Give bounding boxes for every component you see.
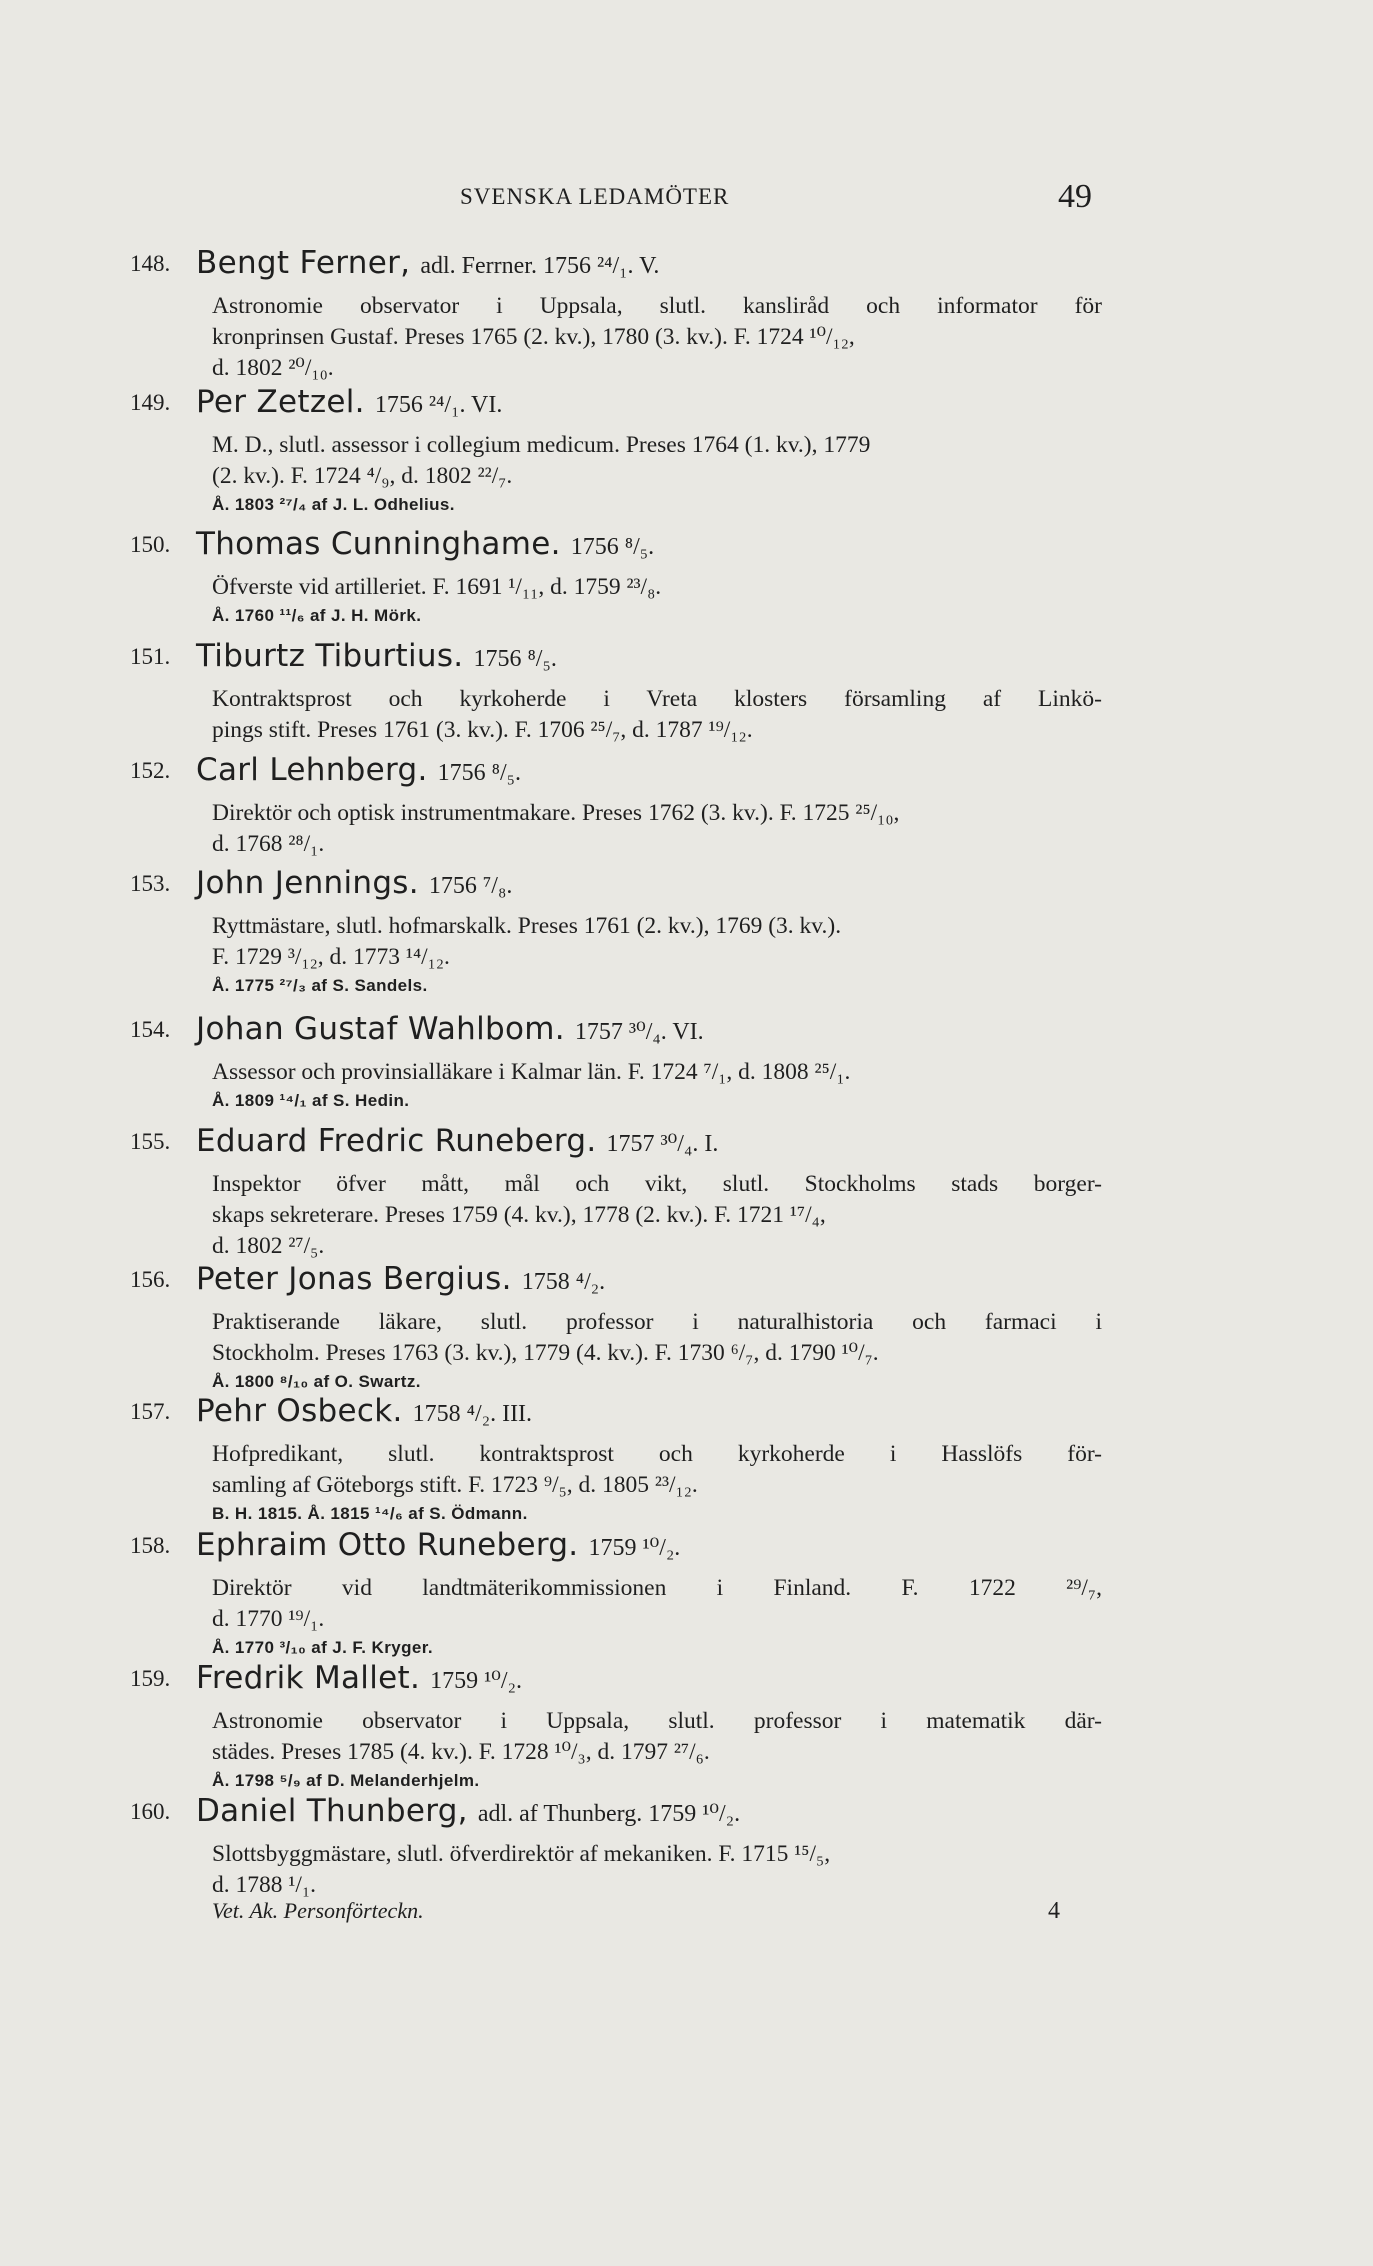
entry-text-line: Astronomie observator i Uppsala, slutl. kansliråd och informator för: [212, 293, 1102, 319]
entry-number: 153.: [130, 871, 171, 896]
election-info: 1757 ³⁰/₄. VI.: [574, 1019, 704, 1045]
entry-number: 155.: [130, 1129, 171, 1154]
entry-body: [212, 1839, 1102, 1901]
entry-heading: [196, 1527, 680, 1563]
election-info: 1758 ⁴/₂.: [521, 1269, 606, 1295]
entry-heading: [196, 245, 659, 281]
running-header: [0, 178, 1373, 226]
entry-number: 154.: [130, 1017, 171, 1042]
member-name: John Jennings.: [196, 865, 419, 901]
entry-number: 150.: [130, 532, 171, 557]
entry-body: [212, 798, 1102, 860]
entry-heading: [196, 1261, 605, 1297]
entry-text-line: samling af Göteborgs stift. F. 1723 ⁹/₅, d. 1805 ²³/₁₂.: [212, 1472, 698, 1498]
member-name: Per Zetzel.: [196, 384, 365, 420]
entry-text-line: d. 1802 ²⁷/₅.: [212, 1233, 325, 1259]
running-title: SVENSKA LEDAMÖTER: [460, 184, 730, 209]
member-name: Fredrik Mallet.: [196, 1660, 421, 1696]
portrait-note: Å. 1775 ²⁷/₃ af S. Sandels.: [212, 976, 428, 995]
entry-body: [212, 911, 1102, 998]
entry-heading: [196, 384, 502, 420]
portrait-note: Å. 1760 ¹¹/₆ af J. H. Mörk.: [212, 606, 422, 625]
entry-text-line: F. 1729 ³/₁₂, d. 1773 ¹⁴/₁₂.: [212, 944, 450, 970]
entry-number: 160.: [130, 1799, 171, 1824]
entry-body: [212, 1573, 1102, 1660]
entry-text-line: Assessor och provinsialläkare i Kalmar län. F. 1724 ⁷/₁, d. 1808 ²⁵/₁.: [212, 1059, 851, 1085]
entry-body: [212, 1169, 1102, 1262]
portrait-note: Å. 1798 ⁵/₉ af D. Melanderhjelm.: [212, 1771, 480, 1790]
entry-heading: [196, 1793, 740, 1829]
entry-number: 151.: [130, 644, 171, 669]
entry-text-line: pings stift. Preses 1761 (3. kv.). F. 1706 ²⁵/₇, d. 1787 ¹⁹/₁₂.: [212, 717, 753, 743]
entry-heading: [196, 865, 512, 901]
entry-text-line: (2. kv.). F. 1724 ⁴/₉, d. 1802 ²²/₇.: [212, 463, 513, 489]
page-number: 49: [1058, 178, 1092, 215]
entry-number: 159.: [130, 1666, 171, 1691]
entry-number: 148.: [130, 251, 171, 276]
entry-text-line: Stockholm. Preses 1763 (3. kv.), 1779 (4. kv.). F. 1730 ⁶/₇, d. 1790 ¹⁰/₇.: [212, 1340, 879, 1366]
entry-text-line: Kontraktsprost och kyrkoherde i Vreta klosters församling af Linkö-: [212, 686, 1102, 712]
portrait-note: Å. 1770 ³/₁₀ af J. F. Kryger.: [212, 1638, 433, 1657]
entry-body: [212, 1307, 1102, 1394]
entry-text-line: Praktiserande läkare, slutl. professor i naturalhistoria och farmaci i: [212, 1309, 1102, 1335]
entry-text-line: Ryttmästare, slutl. hofmarskalk. Preses 1761 (2. kv.), 1769 (3. kv.).: [212, 913, 842, 939]
entry-body: [212, 1439, 1102, 1526]
entry-heading: [196, 752, 521, 788]
member-name: Peter Jonas Bergius.: [196, 1261, 512, 1297]
entry-body: [212, 684, 1102, 746]
member-name: Bengt Ferner,: [196, 245, 411, 281]
member-name: Tiburtz Tiburtius.: [196, 638, 464, 674]
election-info: 1756 ⁸/₅.: [437, 760, 522, 786]
entry-body: [212, 430, 1102, 517]
entry-number: 156.: [130, 1267, 171, 1292]
entry-text-line: Slottsbyggmästare, slutl. öfverdirektör af mekaniken. F. 1715 ¹⁵/₅,: [212, 1841, 831, 1867]
page-footer: [0, 1898, 1373, 1938]
entry-number: 158.: [130, 1533, 171, 1558]
election-info: 1756 ⁷/₈.: [428, 873, 513, 899]
entry-text-line: skaps sekreterare. Preses 1759 (4. kv.), 1778 (2. kv.). F. 1721 ¹⁷/₄,: [212, 1202, 826, 1228]
entry-text-line: Direktör och optisk instrumentmakare. Preses 1762 (3. kv.). F. 1725 ²⁵/₁₀,: [212, 800, 900, 826]
election-info: 1757 ³⁰/₄. I.: [606, 1131, 719, 1157]
entry-body: [212, 1057, 1102, 1113]
election-info: 1756 ²⁴/₁. VI.: [374, 392, 503, 418]
election-info: adl. Ferrner. 1756 ²⁴/₁. V.: [420, 253, 660, 279]
entry-number: 157.: [130, 1399, 171, 1424]
election-info: 1759 ¹⁰/₂.: [588, 1535, 681, 1561]
entry-text-line: Inspektor öfver mått, mål och vikt, slutl. Stockholms stads borger-: [212, 1171, 1102, 1197]
sheet-number: 4: [1048, 1898, 1060, 1924]
member-name: Pehr Osbeck.: [196, 1393, 403, 1429]
election-info: 1758 ⁴/₂. III.: [412, 1401, 533, 1427]
portrait-note: Å. 1803 ²⁷/₄ af J. L. Odhelius.: [212, 495, 455, 514]
entry-heading: [196, 1123, 718, 1159]
entry-number: 152.: [130, 758, 171, 783]
member-name: Daniel Thunberg,: [196, 1793, 468, 1829]
election-info: 1759 ¹⁰/₂.: [430, 1668, 522, 1694]
entry-text-line: d. 1788 ¹/₁.: [212, 1872, 317, 1898]
member-name: Johan Gustaf Wahlbom.: [196, 1011, 565, 1047]
entry-heading: [196, 1011, 704, 1047]
entry-number: 149.: [130, 390, 171, 415]
election-info: 1756 ⁸/₅.: [570, 534, 655, 560]
portrait-note: B. H. 1815. Å. 1815 ¹⁴/₆ af S. Ödmann.: [212, 1504, 528, 1523]
member-name: Eduard Fredric Runeberg.: [196, 1123, 597, 1159]
entry-text-line: Direktör vid landtmäterikommissionen i Finland. F. 1722 ²⁹/₇,: [212, 1575, 1102, 1601]
member-name: Thomas Cunninghame.: [196, 526, 561, 562]
entry-body: [212, 291, 1102, 384]
entry-text-line: Astronomie observator i Uppsala, slutl. professor i matematik där-: [212, 1708, 1102, 1734]
entry-heading: [196, 1393, 532, 1429]
entry-heading: [196, 526, 654, 562]
entry-heading: [196, 1660, 522, 1696]
entry-text-line: kronprinsen Gustaf. Preses 1765 (2. kv.), 1780 (3. kv.). F. 1724 ¹⁰/₁₂,: [212, 324, 855, 350]
entry-text-line: Hofpredikant, slutl. kontraktsprost och kyrkoherde i Hasslöfs för-: [212, 1441, 1102, 1467]
entry-text-line: Öfverste vid artilleriet. F. 1691 ¹/₁₁, d. 1759 ²³/₈.: [212, 574, 662, 600]
entry-text-line: d. 1768 ²⁸/₁.: [212, 831, 325, 857]
entry-text-line: d. 1802 ²⁰/₁₀.: [212, 355, 334, 381]
printer-signature: Vet. Ak. Personförteckn.: [212, 1898, 424, 1923]
member-name: Ephraim Otto Runeberg.: [196, 1527, 579, 1563]
portrait-note: Å. 1809 ¹⁴/₁ af S. Hedin.: [212, 1091, 410, 1110]
entry-text-line: städes. Preses 1785 (4. kv.). F. 1728 ¹⁰/₃, d. 1797 ²⁷/₆.: [212, 1739, 710, 1765]
member-name: Carl Lehnberg.: [196, 752, 428, 788]
election-info: adl. af Thunberg. 1759 ¹⁰/₂.: [477, 1801, 741, 1827]
entry-text-line: M. D., slutl. assessor i collegium medicum. Preses 1764 (1. kv.), 1779: [212, 432, 871, 458]
election-info: 1756 ⁸/₅.: [473, 646, 557, 672]
portrait-note: Å. 1800 ⁸/₁₀ af O. Swartz.: [212, 1372, 421, 1391]
entry-body: [212, 572, 1102, 628]
entry-body: [212, 1706, 1102, 1793]
entry-text-line: d. 1770 ¹⁹/₁.: [212, 1606, 325, 1632]
entry-heading: [196, 638, 557, 674]
